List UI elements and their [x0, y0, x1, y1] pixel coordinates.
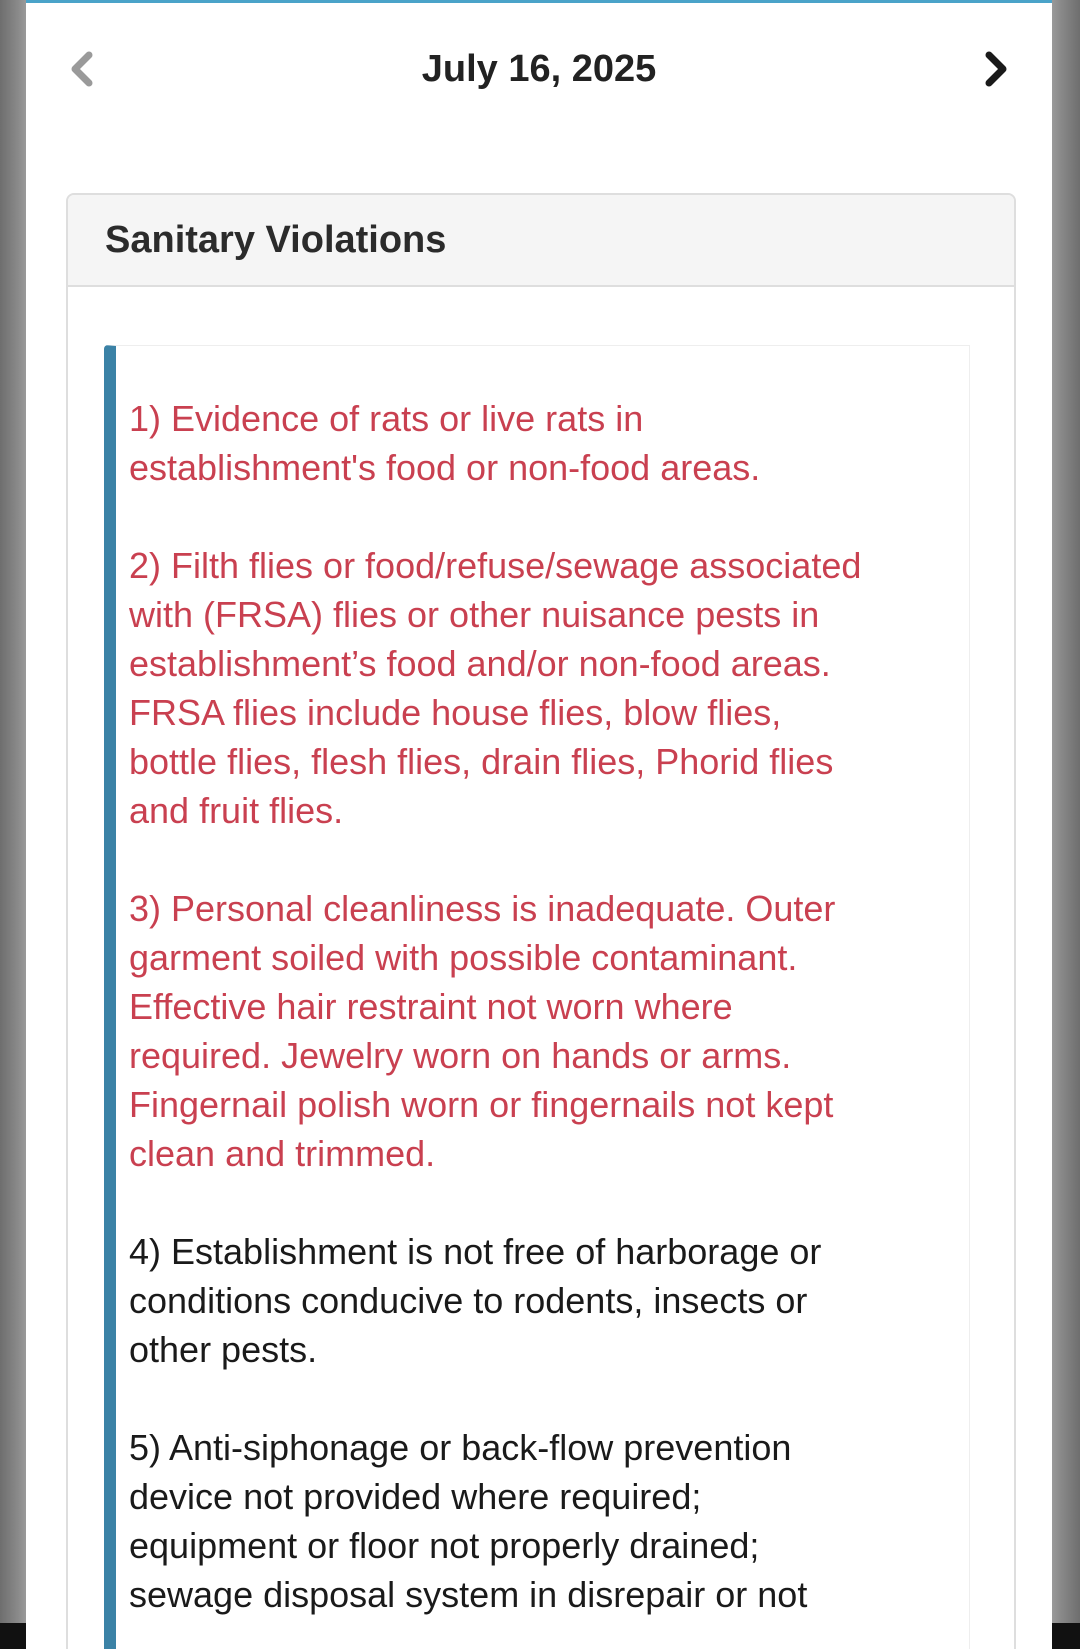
viewport-corner-right — [1052, 1623, 1080, 1649]
inspection-page — [26, 0, 1052, 1649]
next-date-button[interactable] — [970, 43, 1022, 95]
panel-title: Sanitary Violations — [105, 218, 447, 261]
violation-item: 1) Evidence of rats or live rats in establishment's food or non-food areas. — [129, 398, 761, 488]
inspection-date: July 16, 2025 — [421, 48, 657, 90]
viewport-corner-left — [0, 1623, 26, 1649]
sanitary-violations-panel — [66, 193, 1016, 1649]
date-navigation-header — [26, 3, 1052, 138]
violation-item: 5) Anti-siphonage or back-flow prevention device not provided where required; equipment or floor not properly drained; sewage disposal system in disrepair or not — [129, 1427, 808, 1615]
viewport-edge-right — [1052, 0, 1080, 1649]
violations-callout — [104, 345, 970, 1649]
violation-item: 3) Personal cleanliness is inadequate. Outer garment soiled with possible contaminant. Effective hair restraint not worn where required. Jewelry worn on hands or arms. Fingernail polish worn or fingernails not kept clean and trimmed. — [129, 888, 836, 1174]
chevron-right-icon — [981, 50, 1011, 88]
violation-item: 2) Filth flies or food/refuse/sewage associated with (FRSA) flies or other nuisance pests in establishment’s food and/or non-food areas. FRSA flies include house flies, blow flies, bottle flies, flesh flies, drain flies, Phorid flies and fruit flies. — [129, 545, 862, 831]
violation-item: 4) Establishment is not free of harborage or conditions conducive to rodents, insects or other pests. — [129, 1231, 822, 1370]
panel-heading — [68, 195, 1014, 287]
viewport-edge-left — [0, 0, 26, 1649]
